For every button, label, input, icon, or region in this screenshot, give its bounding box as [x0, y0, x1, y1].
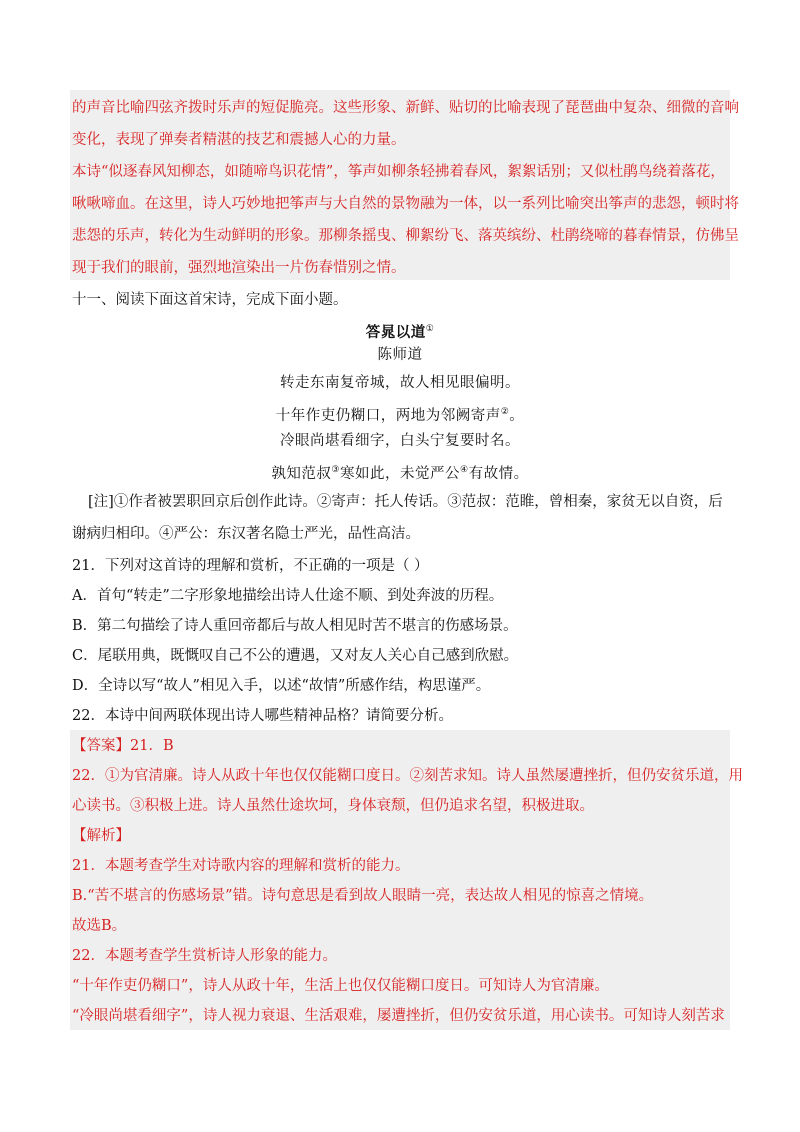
poem-line-text: 寒如此，未觉严公	[340, 465, 460, 482]
explain-line: 21．本题考查学生对诗歌内容的理解和赏析的能力。	[72, 858, 410, 874]
poem-line-text: 。	[509, 407, 525, 424]
question-21-option-c: C．尾联用典，既慨叹自己不公的遭遇，又对友人关心自己感到欣慰。	[72, 648, 519, 664]
poem-line	[0, 455, 800, 489]
poem-note-mark: ③	[331, 465, 340, 475]
question-21-option-d: D．全诗以写“故人”相见入手，以述“故情”所感作结，构思谨严。	[72, 678, 491, 694]
explain-line: 故选B。	[72, 918, 127, 934]
explain-line: 22．本题考查学生赏析诗人形象的能力。	[72, 948, 337, 964]
poem-note-mark: ②	[500, 407, 510, 417]
analysis-top-line: 悲怨的乐声，转化为生动鲜明的形象。那柳条摇曳、柳絮纷飞、落英缤纷、杜鹃绕啼的暮春情景，仿佛呈	[72, 228, 739, 244]
poem-notes: 谢病归相印。④严公：东汉著名隐士严光，品性高洁。	[72, 526, 420, 542]
poem-author: 陈师道	[377, 347, 423, 363]
question-21-stem: 21．下列对这首诗的理解和赏析，不正确的一项是（ ）	[72, 558, 429, 574]
answer-line: 22．①为官清廉。诗人从政十年也仅仅能糊口度日。②刻苦求知。诗人虽然屡遭挫折，但仍安贫乐道，用	[72, 768, 743, 784]
analysis-top-line: 啾啾啼血。在这里，诗人巧妙地把筝声与大自然的景物融为一体，以一系列比喻突出筝声的悲怨，顿时将	[72, 196, 739, 212]
section-heading: 十一、阅读下面这首宋诗，完成下面小题。	[72, 292, 348, 308]
explain-line: “冷眼尚堪看细字”，诗人视力衰退、生活艰难，屡遭挫折，但仍安贫乐道，用心读书。可知诗人刻苦求	[72, 1008, 725, 1024]
analysis-top-line: 变化，表现了弹奏者精湛的技艺和震撼人心的力量。	[72, 132, 406, 148]
poem-title-text: 答晁以道	[365, 323, 426, 341]
analysis-top-line: 的声音比喻四弦齐拨时乐声的短促脆亮。这些形象、新鲜、贴切的比喻表现了琵琶曲中复杂、细微的音响	[72, 100, 739, 116]
poem-line-text: 孰知范叔	[271, 465, 332, 482]
poem-line: 冷眼尚堪看细字，白头宁复要时名。	[280, 433, 520, 449]
question-21-option-a: A．首句“转走”二字形象地描绘出诗人仕途不顺、到处奔波的历程。	[72, 588, 504, 604]
answer-line: 心读书。③积极上进。诗人虽然仕途坎坷，身体衰颓，但仍追求名望，积极进取。	[72, 798, 594, 814]
analysis-top-line: 本诗“似逐春风知柳态，如随啼鸟识花情”，筝声如柳条轻拂着春风，絮絮话别；又似杜鹃鸟绕着落花，	[72, 164, 725, 180]
poem-line-text: 有故情。	[468, 465, 529, 482]
poem-line: 转走东南复帝城，故人相见眼偏明。	[280, 375, 520, 391]
question-22-stem: 22．本诗中间两联体现出诗人哪些精神品格？请简要分析。	[72, 708, 453, 724]
answer-line: 【答案】21．B	[72, 738, 174, 754]
explain-heading: 【解析】	[72, 828, 130, 844]
question-21-option-b: B．第二句描绘了诗人重回帝都后与故人相见时苦不堪言的伤感场景。	[72, 618, 518, 634]
explain-line: “十年作吏仍糊口”，诗人从政十年，生活上也仅仅能糊口度日。可知诗人为官清廉。	[72, 978, 609, 994]
poem-notes: [注]①作者被罢职回京后创作此诗。②寄声：托人传话。③范叔：范睢，曾相秦，家贫无以自资，后	[88, 494, 723, 510]
analysis-top-line: 现于我们的眼前，强烈地渲染出一片伤春惜别之情。	[72, 260, 406, 276]
poem-line-text: 十年作吏仍糊口，两地为邻阙寄声	[275, 407, 501, 424]
explain-line: B.“苦不堪言的伤感场景”错。诗句意思是看到故人眼睛一亮，表达故人相见的惊喜之情境。	[72, 888, 654, 904]
poem-title-note: ①	[425, 324, 435, 334]
poem-note-mark: ④	[460, 465, 469, 475]
